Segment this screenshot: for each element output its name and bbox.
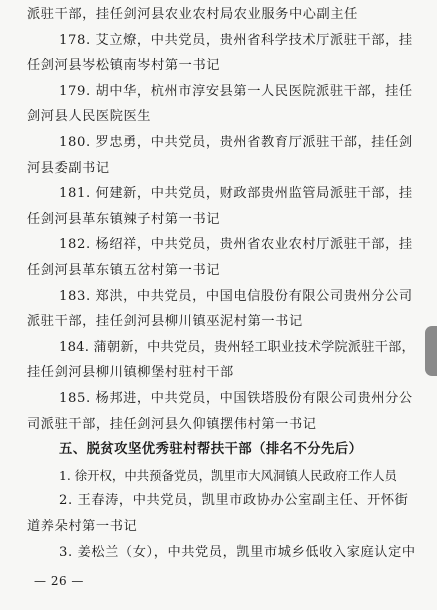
list-item: 183. 郑洪，中共党员，中国电信股份有限公司贵州分公司 xyxy=(59,288,413,304)
list-item: 3. 姜松兰（女），中共党员，凯里市城乡低收入家庭认定中 xyxy=(59,544,416,560)
text-line: 剑河县人民医院医生 xyxy=(27,109,152,125)
text-line: 派驻干部，挂任剑河县农业农村局农业服务中心副主任 xyxy=(27,7,358,22)
text-line: 挂任剑河县柳川镇柳堡村驻村干部 xyxy=(27,365,234,381)
text-line: 道养朵村第一书记 xyxy=(27,519,138,534)
list-item: 1. 徐开权，中共预备党员，凯里市大风洞镇人民政府工作人员 xyxy=(59,467,397,483)
text-line: 任剑河县革东镇五岔村第一书记 xyxy=(27,263,221,278)
text-line: 司派驻干部，挂任剑河县久仰镇摆伟村第一书记 xyxy=(27,416,317,432)
page-side-tab[interactable] xyxy=(425,326,437,376)
text-line: 派驻干部，挂任剑河县柳川镇巫泥村第一书记 xyxy=(27,314,303,330)
list-item: 181. 何建新，中共党员，财政部贵州监管局派驻干部，挂 xyxy=(59,186,413,202)
section-heading: 五、脱贫攻坚优秀驻村帮扶干部（排名不分先后） xyxy=(59,442,363,458)
page-number: — 26 — xyxy=(34,574,84,588)
text-line: 任剑河县岑松镇南岑村第一书记 xyxy=(27,58,221,74)
list-item: 179. 胡中华，杭州市淳安县第一人民医院派驻干部，挂任 xyxy=(59,83,413,99)
text-line: 任剑河县革东镇辣子村第一书记 xyxy=(27,211,221,227)
list-item: 180. 罗忠勇，中共党员，贵州省教育厅派驻干部，挂任剑 xyxy=(59,135,413,150)
list-item: 182. 杨绍祥，中共党员，贵州省农业农村厅派驻干部，挂 xyxy=(59,237,413,253)
text-line: 河县委副书记 xyxy=(27,160,110,176)
list-item: 185. 杨邦进，中共党员，中国铁塔股份有限公司贵州分公 xyxy=(59,391,413,406)
list-item: 2. 王春涛，中共党员，凯里市政协办公室副主任、开怀街 xyxy=(59,493,409,509)
list-item: 178. 艾立燎，中共党员，贵州省科学技术厅派驻干部，挂 xyxy=(59,32,413,48)
list-item: 184. 蒲朝新，中共党员，贵州轻工职业技术学院派驻干部， xyxy=(59,339,415,355)
